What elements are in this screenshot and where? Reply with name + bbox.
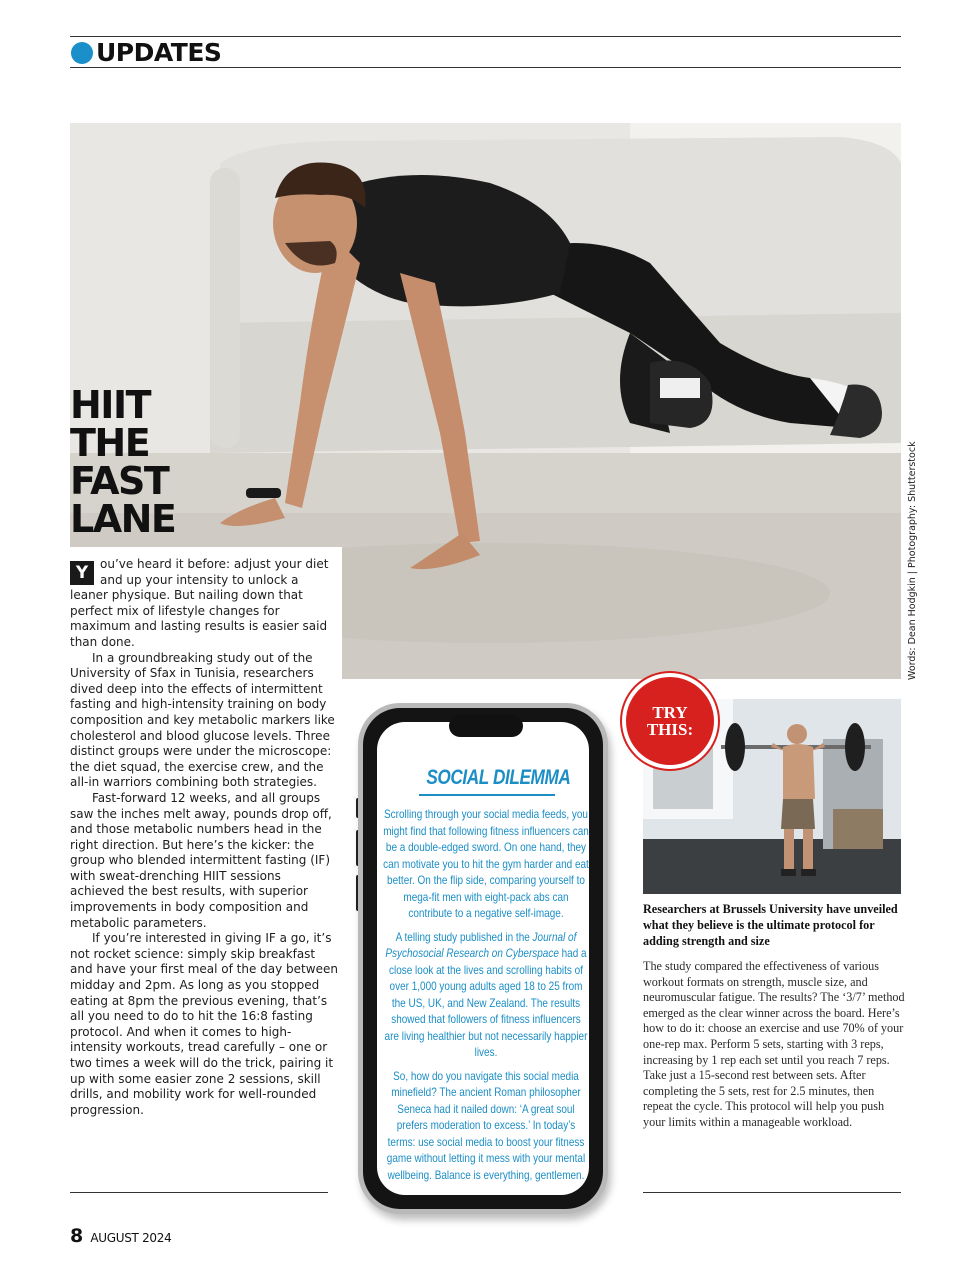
issue-date: AUGUST 2024 — [90, 1231, 172, 1245]
badge-text: THIS: — [646, 720, 694, 739]
paragraph-text: ou’ve heard it before: adjust your diet and up your intensity to unlock a leaner physique. But nailing down that perfect mix of lifestyle changes for maximum and lasting results is easier said than done. — [70, 557, 329, 649]
try-this-badge — [622, 673, 718, 769]
drop-cap: Y — [70, 561, 94, 585]
photo-credit — [903, 410, 925, 680]
article-body — [70, 557, 338, 1118]
headline-line: FAST — [70, 459, 169, 503]
sidebar-body — [383, 807, 589, 1191]
sidebar-title-underline — [419, 794, 555, 796]
badge-text: TRY — [652, 703, 688, 722]
try-this-headline: Researchers at Brussels University have unveiled what they believe is the ultimate protocol for adding strength and size — [643, 902, 898, 948]
article-paragraph: Fast-forward 12 weeks, and all groups saw the inches melt away, pounds drop off, and those metabolic numbers head in the right direction. But here’s the kicker: the group who blended intermittent fasting (IF) with sweat-drenching HIIT sessions achieved the best results, with superior improvements in body composition and metabolic parameters. — [70, 790, 332, 930]
journal-title: Journal of Psychosocial Research on Cyberspace — [385, 930, 577, 960]
article-headline — [70, 383, 176, 541]
sidebar-paragraph: So, how do you navigate this social media minefield? The ancient Roman philosopher Seneca had it nailed down: ‘A great soul prefers moderation to excess.’ In today’s terms: use social media to boost your fitness game without letting it mess with your mental wellbeing. Balance is everything, gentlemen. — [386, 1069, 586, 1182]
article-paragraph — [70, 557, 338, 651]
headline-line: HIIT — [70, 383, 151, 427]
paragraph-text: A telling study published in the — [395, 930, 533, 944]
photo-credit-text: Words: Dean Hodgkin | Photography: Shutterstock — [907, 441, 918, 680]
sidebar-paragraph — [383, 930, 589, 1062]
column-rule-left — [70, 1192, 328, 1193]
header-rule-top — [70, 36, 901, 37]
try-this-body: The study compared the effectiveness of various workout formats on strength, muscle size, and neuromuscular fatigue. The results? The ‘3/7’ method emerged as the clear winner across the board. Here’s how to do it: choose an exercise and use 70% of your one-rep max. Perform 5 sets, starting with 3 reps, increasing by 1 rep each set until you reach 7 reps. Take just a 15-second rest between sets. After completing the 5 sets, rest for 2.5 minutes, then repeat the cycle. This protocol will help you push your limits within a manageable workload. — [643, 959, 905, 1129]
page-number: 8 — [70, 1225, 84, 1247]
headline-line: LANE — [70, 497, 176, 541]
headline-line: THE — [70, 421, 150, 465]
column-rule-right — [643, 1192, 901, 1193]
article-paragraph: In a groundbreaking study out of the University of Sfax in Tunisia, researchers dived deep into the effects of intermittent fasting and high-intensity training on body composition and key metabolic markers like cholesterol and blood glucose levels. Three distinct groups were under the microscope: the diet squad, the exercise crew, and the all-in warriors combining both strategies. — [70, 650, 335, 790]
paragraph-text: had a close look at the lives and scrolling habits of over 1,000 young adults aged 18 to 25 from the US, UK, and New Zealand. The results showed that followers of fitness influencers are living healthier but not necessarily happier lives. — [384, 947, 588, 1059]
phone-notch — [449, 715, 523, 737]
section-dot-icon — [71, 42, 93, 64]
header-rule-bottom — [70, 67, 901, 68]
page-folio — [70, 1225, 171, 1247]
section-title: UPDATES — [96, 38, 222, 67]
article-paragraph: If you’re interested in giving IF a go, it’s not rocket science: simply skip breakfast and have your first meal of the day between midday and 2pm. As long as you stopped eating at 8pm the previous evening, that’s all you need to do to hit the 16:8 fasting protocol. And when it comes to high-intensity workouts, tread carefully – one or two times a week will do the trick, pairing it up with some easier zone 2 sessions, skill drills, and mobility work for well-rounded progression. — [70, 931, 338, 1117]
sidebar-title: SOCIAL DILEMMA — [426, 766, 571, 789]
sidebar-paragraph: Scrolling through your social media feeds, you might find that following fitness influencers can be a double-edged sword. On one hand, they can motivate you to hit the gym harder and eat better. On the flip side, comparing yourself to mega-fit men with eight-pack abs can contribute to a negative self-image. — [383, 808, 589, 920]
